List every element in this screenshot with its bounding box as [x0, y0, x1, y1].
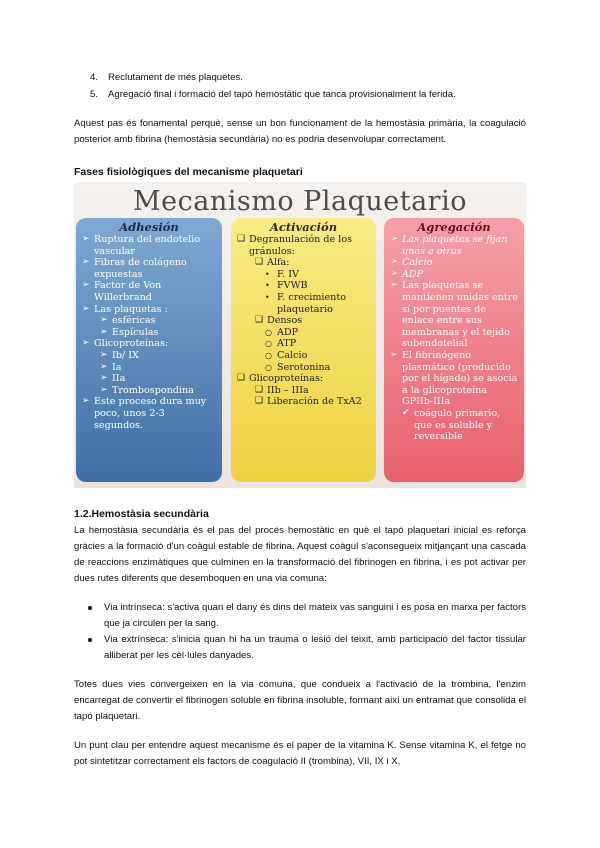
arrow-icon: ➢: [100, 349, 108, 360]
arrow-icon: ➢: [390, 280, 398, 291]
column-heading: Agregación: [417, 220, 491, 234]
bullet-item: ➢ Ruptura del endotelio vascular: [82, 234, 201, 257]
checkbox-icon: ❑: [255, 396, 264, 407]
arrow-icon: ➢: [390, 349, 398, 360]
checkbox-icon: ❑: [255, 315, 264, 326]
bullet-item: ➢ Las plaquetas se mantienen unidas entre sí por puentes de enlace entre sus membranas y el tejido subendotelial: [390, 280, 518, 350]
sub-item: ➢ Trombospondina: [100, 384, 194, 396]
bullet-list: [74, 600, 526, 664]
checkbox-icon: ❑: [237, 234, 246, 244]
arrow-icon: ➢: [100, 315, 108, 326]
check-icon: ✔: [402, 407, 410, 418]
dot-icon: •: [265, 269, 270, 279]
arrow-icon: ➢: [100, 384, 108, 395]
paragraph-via-comuna: Totes dues vies convergeixen en la via comuna, que condueix a l'activació de la trombina, l'enzim encarregat de convertir el fibrinogen soluble en fibrina insoluble, formant així un entramat que consolida el tapó plaquetari.: [74, 679, 526, 722]
sub-item: ➢ Ia: [100, 361, 122, 373]
arrow-icon: ➢: [82, 303, 90, 314]
bullet-icon: [88, 606, 92, 610]
bullet-item: ➢ Calcio: [390, 257, 433, 269]
sub-item: ➢ Espículas: [100, 326, 159, 338]
list-text: Agregació final i formació del tapó hemostàtic que tanca provisionalment la ferida.: [108, 89, 456, 100]
bullet-item: ➢ ADP: [390, 268, 424, 280]
bullet-item: ➢ Fibras de colágeno expuestas: [82, 257, 187, 280]
sub-item: • FVWB: [265, 280, 308, 292]
paragraph-hemostasia-secundaria: La hemostàsia secundària és el pas del procés hemostàtic en què el tapó plaquetari inicial es reforça gràcies a la formació d'un coàgul estable de fibrina. Aquest coàgul s'aconsegueix mitjançant una cascada de reaccions enzimàtiques que culminen en la transformació del fibrinogen en fibrina, i es pot activar per dues rutes diferents que desemboquen en una via comuna:: [74, 525, 526, 584]
sub-item: ➢ IIa: [100, 373, 126, 385]
arrow-icon: ➢: [82, 257, 90, 268]
bullet-item: ➢ Glicoproteínas:: [82, 338, 169, 350]
bullet-item: ➢ Factor de Von Willerbrand: [82, 280, 162, 303]
sub-item: ○ Calcio: [265, 349, 308, 361]
bullet-item: ➢ El fibrinógeno plasmático (producido por el hígado) se asocia a la glicoproteína GPIIb-IIIa: [390, 349, 518, 408]
figure-title: Mecanismo Plaquetario: [133, 186, 467, 217]
paragraph-vitamina-k: Un punt clau per entendre aquest mecanisme és el paper de la vitamina K. Sense vitamina K, el fetge no pot sintetitzar correctament els factors de coagulació II (trombina), VII, IX i X,: [74, 740, 526, 767]
sub-item: • F. IV: [265, 268, 299, 280]
paragraph-fonamental: Aquest pas és fonamental perquè, sense un bon funcionament de la hemostàsia primària, la coagulació posterior amb fibrina (hemostàsia secundària) no es podria desenvolupar correctament.: [74, 118, 526, 145]
arrow-icon: ➢: [390, 257, 398, 268]
arrow-icon: ➢: [390, 268, 398, 279]
column-agregacion: [384, 218, 524, 482]
list-number: 4.: [90, 72, 99, 83]
arrow-icon: ➢: [82, 234, 90, 244]
arrow-icon: ➢: [100, 326, 108, 337]
checkbox-icon: ❑: [255, 257, 264, 268]
sub-item: ○ ATP: [265, 338, 297, 350]
list-item: Via intrínseca: s'activa quan el dany és dins del mateix vas sanguini i es posa en marxa per factors que ja circulen per la sang.: [74, 600, 526, 632]
column-adhesion: [76, 218, 222, 482]
bullet-item: ❑ Glicoproteínas:: [237, 373, 324, 385]
arrow-icon: ➢: [100, 361, 108, 372]
checkbox-icon: ❑: [237, 373, 246, 384]
dot-icon: •: [265, 281, 270, 291]
list-item: Via extrínseca: s'inicia quan hi ha un trauma o lesió del teixit, amb participació del factor tissular alliberat per les cèl·lules danyades.: [74, 632, 526, 664]
section-heading-secundaria: 1.2.Hemostàsia secundària: [74, 508, 209, 520]
list-item: [90, 86, 530, 103]
bullet-item: ➢ Las plaquetas :: [82, 303, 168, 315]
bullet-item: ➢ Las plaquetas se fijan unas a otras: [390, 234, 508, 257]
dot-icon: •: [265, 292, 270, 302]
circle-icon: ○: [265, 350, 272, 360]
section-heading-fases: Fases fisiològiques del mecanisme plaquetari: [74, 166, 303, 178]
circle-icon: ○: [265, 327, 272, 337]
column-heading: Adhesión: [119, 220, 179, 234]
numbered-list: [90, 69, 530, 103]
sub-item: ❑ Liberación de TxA2: [255, 396, 362, 408]
sub-item: ❑ Densos: [255, 315, 303, 327]
arrow-icon: ➢: [390, 234, 398, 244]
sub-item: ➢ Ib/ IX: [100, 349, 139, 361]
sub-item: ❑ IIb – IIIa: [255, 384, 309, 396]
checkbox-icon: ❑: [255, 384, 264, 395]
column-heading: Activación: [269, 220, 338, 234]
bullet-item: ➢ Este proceso dura muy poco, unos 2-3 segundos.: [82, 396, 207, 431]
sub-item: ➢ esféricas: [100, 315, 156, 327]
circle-icon: ○: [265, 339, 272, 349]
bullet-icon: [88, 638, 92, 642]
list-item: [90, 69, 530, 86]
sub-item: ○ ADP: [265, 326, 299, 338]
sub-item: ✔ coágulo primario, que es soluble y reversible: [402, 407, 501, 443]
column-activacion: [231, 218, 376, 482]
list-text: Reclutament de més plaquetes.: [108, 72, 243, 83]
arrow-icon: ➢: [82, 396, 90, 407]
arrow-icon: ➢: [82, 280, 90, 291]
sub-item: • F. crecimiento plaquetario: [265, 291, 346, 315]
arrow-icon: ➢: [82, 338, 90, 349]
list-number: 5.: [90, 89, 99, 100]
sub-item: ❑ Alfa:: [255, 257, 290, 269]
bullet-item: ❑ Degranulación de los gránulos:: [237, 234, 353, 257]
circle-icon: ○: [265, 362, 272, 372]
arrow-icon: ➢: [100, 373, 108, 384]
sub-item: ○ Serotonina: [265, 361, 331, 373]
figure-mecanismo-plaquetario: [74, 182, 526, 488]
